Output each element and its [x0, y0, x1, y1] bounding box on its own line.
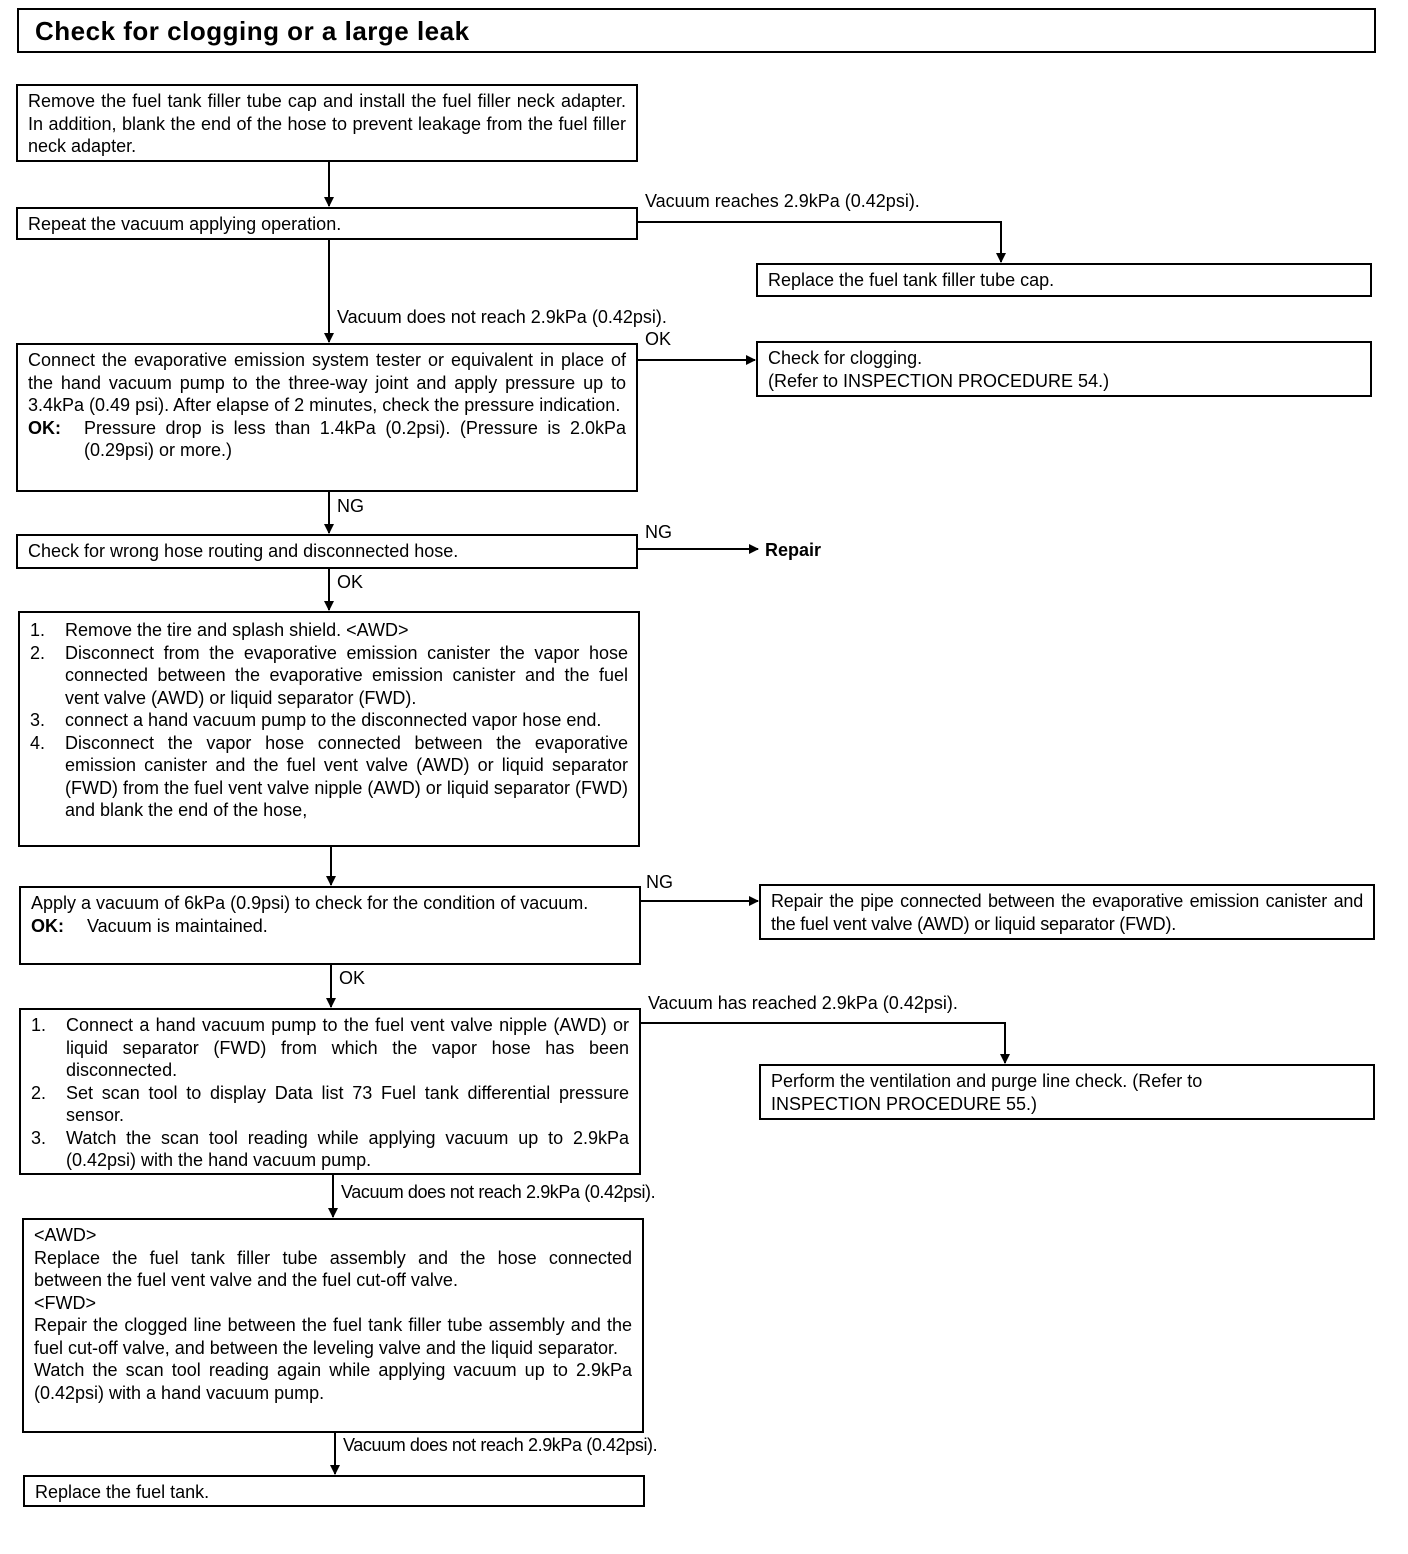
list-item [30, 732, 628, 822]
list-item-text: Connect a hand vacuum pump to the fuel vent valve nipple (AWD) or liquid separator (FWD) from which the vapor hose has been disconnected. [66, 1015, 629, 1080]
scan-steps [31, 1014, 629, 1172]
list-item [30, 619, 628, 642]
list-item-text: Set scan tool to display Data list 73 Fuel tank differential pressure sensor. [66, 1082, 629, 1125]
ok-text: Vacuum is maintained. [87, 915, 268, 936]
check-clogging-line1: Check for clogging. [768, 348, 923, 368]
step-disconnect-list [18, 611, 640, 847]
check-clogging-line2: (Refer to INSPECTION PROCEDURE 54.) [768, 370, 1110, 391]
step-repeat-vacuum: Repeat the vacuum applying operation. [16, 207, 638, 240]
label-ok-3: OK [339, 968, 366, 988]
step-remove-cap: Remove the fuel tank filler tube cap and install the fuel filler neck adapter. In addition, blank the end of the hose to prevent leakage from the fuel filler neck adapter. [16, 84, 638, 162]
list-item-text: connect a hand vacuum pump to the disconnected vapor hose end. [65, 710, 602, 730]
step-replace-cap: Replace the fuel tank filler tube cap. [756, 263, 1372, 297]
step-connect-tester [16, 343, 638, 492]
step-replace-tank: Replace the fuel tank. [23, 1475, 645, 1507]
list-item [30, 642, 628, 710]
list-item-text: Watch the scan tool reading while applying vacuum up to 2.9kPa (0.42psi) with the hand vacuum pump. [66, 1127, 629, 1170]
label-ok-2: OK [337, 572, 364, 592]
list-item-number: 3. [31, 1127, 47, 1148]
list-item-text: Remove the tire and splash shield. <AWD> [65, 620, 409, 640]
label-ng-1: NG [337, 496, 364, 516]
step-check-hose: Check for wrong hose routing and disconnected hose. [16, 534, 638, 569]
list-item-text: Disconnect from the evaporative emission canister the vapor hose connected between the evaporative emission canister and the fuel vent valve (AWD) or liquid separator (FWD). [65, 642, 628, 708]
list-item [30, 709, 628, 732]
list-item-text: Disconnect the vapor hose connected between the evaporative emission canister and the fuel vent valve (AWD) or liquid separator (FWD) from the fuel vent valve nipple (AWD) or liquid separator (FWD) and blank the end of the hose, [65, 732, 628, 820]
connect-tester-ok [28, 417, 626, 462]
step-scan-list [19, 1008, 641, 1175]
ok-key: OK: [31, 915, 64, 936]
step-repair-pipe: Repair the pipe connected between the evaporative emission canister and the fuel vent valve (AWD) or liquid separator (FWD). [759, 884, 1375, 940]
list-item-number: 3. [30, 710, 46, 730]
label-vacuum-not-reach-1: Vacuum does not reach 2.9kPa (0.42psi). [337, 307, 667, 327]
page-title: Check for clogging or a large leak [17, 8, 1376, 53]
label-vacuum-reaches: Vacuum reaches 2.9kPa (0.42psi). [645, 191, 920, 211]
list-item-number: 1. [31, 1015, 47, 1035]
label-vacuum-has-reached: Vacuum has reached 2.9kPa (0.42psi). [648, 993, 958, 1013]
list-item [31, 1127, 629, 1172]
fwd-text: Repair the clogged line between the fuel tank filler tube assembly and the fuel cut-off valve, and between the leveling valve and the liquid separator. [34, 1315, 632, 1358]
label-vacuum-not-reach-3: Vacuum does not reach 2.9kPa (0.42psi). [343, 1435, 658, 1455]
ok-key: OK: [28, 417, 61, 438]
label-ng-3: NG [646, 872, 673, 892]
label-ng-2: NG [645, 522, 672, 542]
apply-vacuum-ok [31, 915, 629, 938]
step-check-clogging [756, 341, 1372, 397]
arrow-scan-reached [640, 1023, 1005, 1063]
list-item-number: 1. [30, 620, 46, 640]
watch-text: Watch the scan tool reading again while applying vacuum up to 2.9kPa (0.42psi) with a hand vacuum pump. [34, 1360, 632, 1403]
list-item-number: 2. [31, 1082, 47, 1103]
step-ventilation: Perform the ventilation and purge line check. (Refer to INSPECTION PROCEDURE 55.) [759, 1064, 1375, 1120]
connect-tester-text: Connect the evaporative emission system tester or equivalent in place of the hand vacuum pump to the three-way joint and apply pressure up to 3.4kPa (0.49 psi). After elapse of 2 minutes, check the pressure indication. [28, 350, 626, 415]
step-repair: Repair [765, 540, 822, 560]
label-ok-1: OK [645, 329, 672, 349]
disconnect-steps [30, 619, 628, 822]
step-apply-vacuum [19, 886, 641, 965]
list-item [31, 1014, 629, 1082]
awd-text: Replace the fuel tank filler tube assembly and the hose connected between the fuel vent valve and the fuel cut-off valve. [34, 1247, 632, 1290]
apply-vacuum-text: Apply a vacuum of 6kPa (0.9psi) to check for the condition of vacuum. [31, 893, 589, 913]
fwd-tag: <FWD> [34, 1292, 97, 1313]
step-awd-fwd [22, 1218, 644, 1433]
awd-tag: <AWD> [34, 1225, 97, 1245]
list-item [31, 1082, 629, 1127]
list-item-number: 4. [30, 732, 46, 753]
list-item-number: 2. [30, 642, 46, 663]
label-vacuum-not-reach-2: Vacuum does not reach 2.9kPa (0.42psi). [341, 1182, 656, 1202]
arrow-repeat-to-replace-cap [637, 222, 1001, 262]
ok-text: Pressure drop is less than 1.4kPa (0.2psi). (Pressure is 2.0kPa (0.29psi) or more.) [84, 417, 626, 460]
